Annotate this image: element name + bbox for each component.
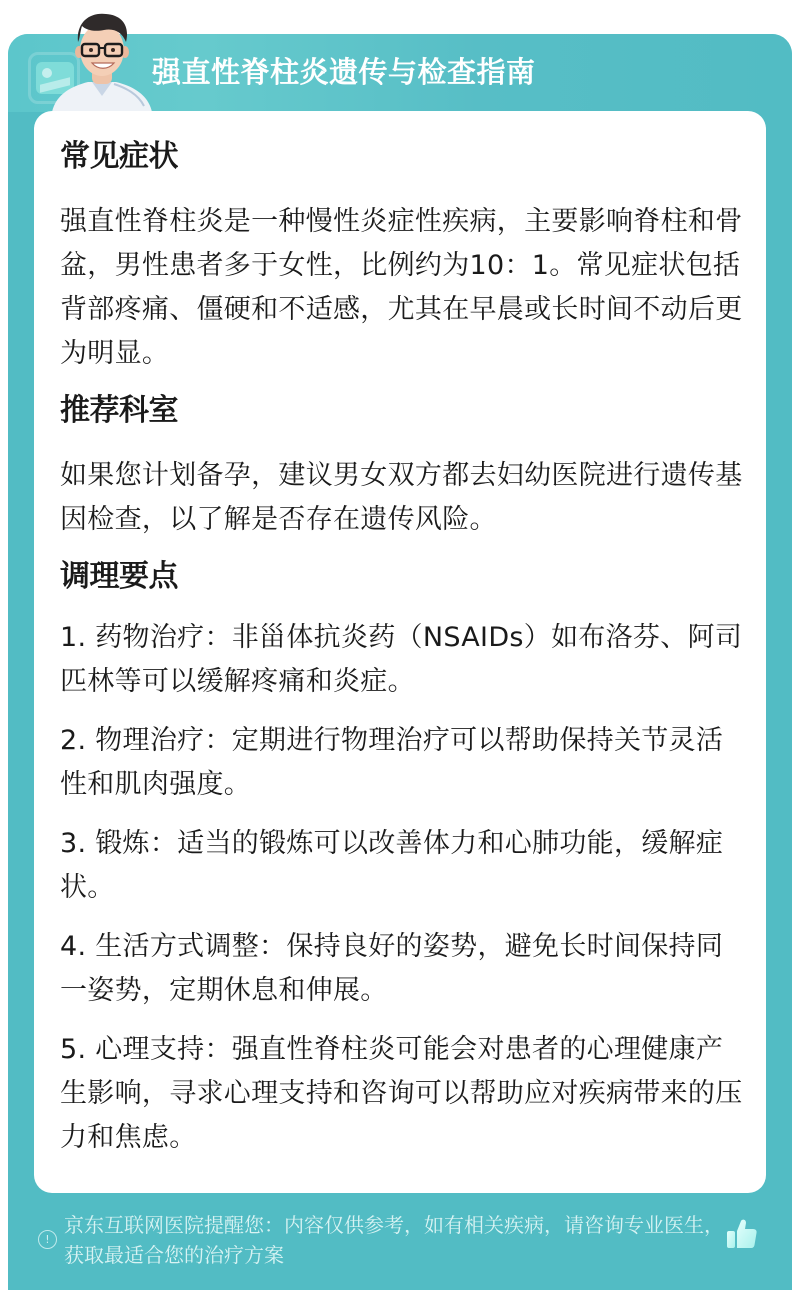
info-icon: ! [38, 1230, 57, 1249]
page-title: 强直性脊柱炎遗传与检查指南 [152, 55, 536, 89]
section-title-department: 推荐科室 [60, 393, 178, 428]
content-body [60, 132, 750, 1160]
section-title-care: 调理要点 [60, 559, 178, 594]
care-item-1: 1. 药物治疗：非甾体抗炎药（NSAIDs）如布洛芬、阿司匹林等可以缓解疼痛和炎症。 [60, 622, 743, 697]
section-title-symptoms: 常见症状 [60, 139, 178, 174]
care-item-4: 4. 生活方式调整：保持良好的姿势，避免长时间保持同一姿势，定期休息和伸展。 [60, 931, 724, 1006]
doctor-avatar-icon [48, 6, 156, 112]
care-item-2: 2. 物理治疗：定期进行物理治疗可以帮助保持关节灵活性和肌肉强度。 [60, 725, 724, 800]
disclaimer-footer [38, 1210, 738, 1270]
thumbs-up-icon[interactable] [726, 1218, 758, 1250]
care-item-5: 5. 心理支持：强直性脊柱炎可能会对患者的心理健康产生影响，寻求心理支持和咨询可以帮助应对疾病带来的压力和焦虑。 [60, 1034, 743, 1153]
care-item-3: 3. 锻炼：适当的锻炼可以改善体力和心肺功能，缓解症状。 [60, 828, 724, 903]
symptoms-text: 强直性脊柱炎是一种慢性炎症性疾病，主要影响脊柱和骨盆，男性患者多于女性，比例约为10：1。常见症状包括背部疼痛、僵硬和不适感，尤其在早晨或长时间不动后更为明显。 [60, 206, 743, 369]
disclaimer-text: 京东互联网医院提醒您：内容仅供参考，如有相关疾病，请咨询专业医生，获取最适合您的治疗方案 [64, 1213, 724, 1267]
department-text: 如果您计划备孕，建议男女双方都去妇幼医院进行遗传基因检查，以了解是否存在遗传风险。 [60, 460, 743, 535]
